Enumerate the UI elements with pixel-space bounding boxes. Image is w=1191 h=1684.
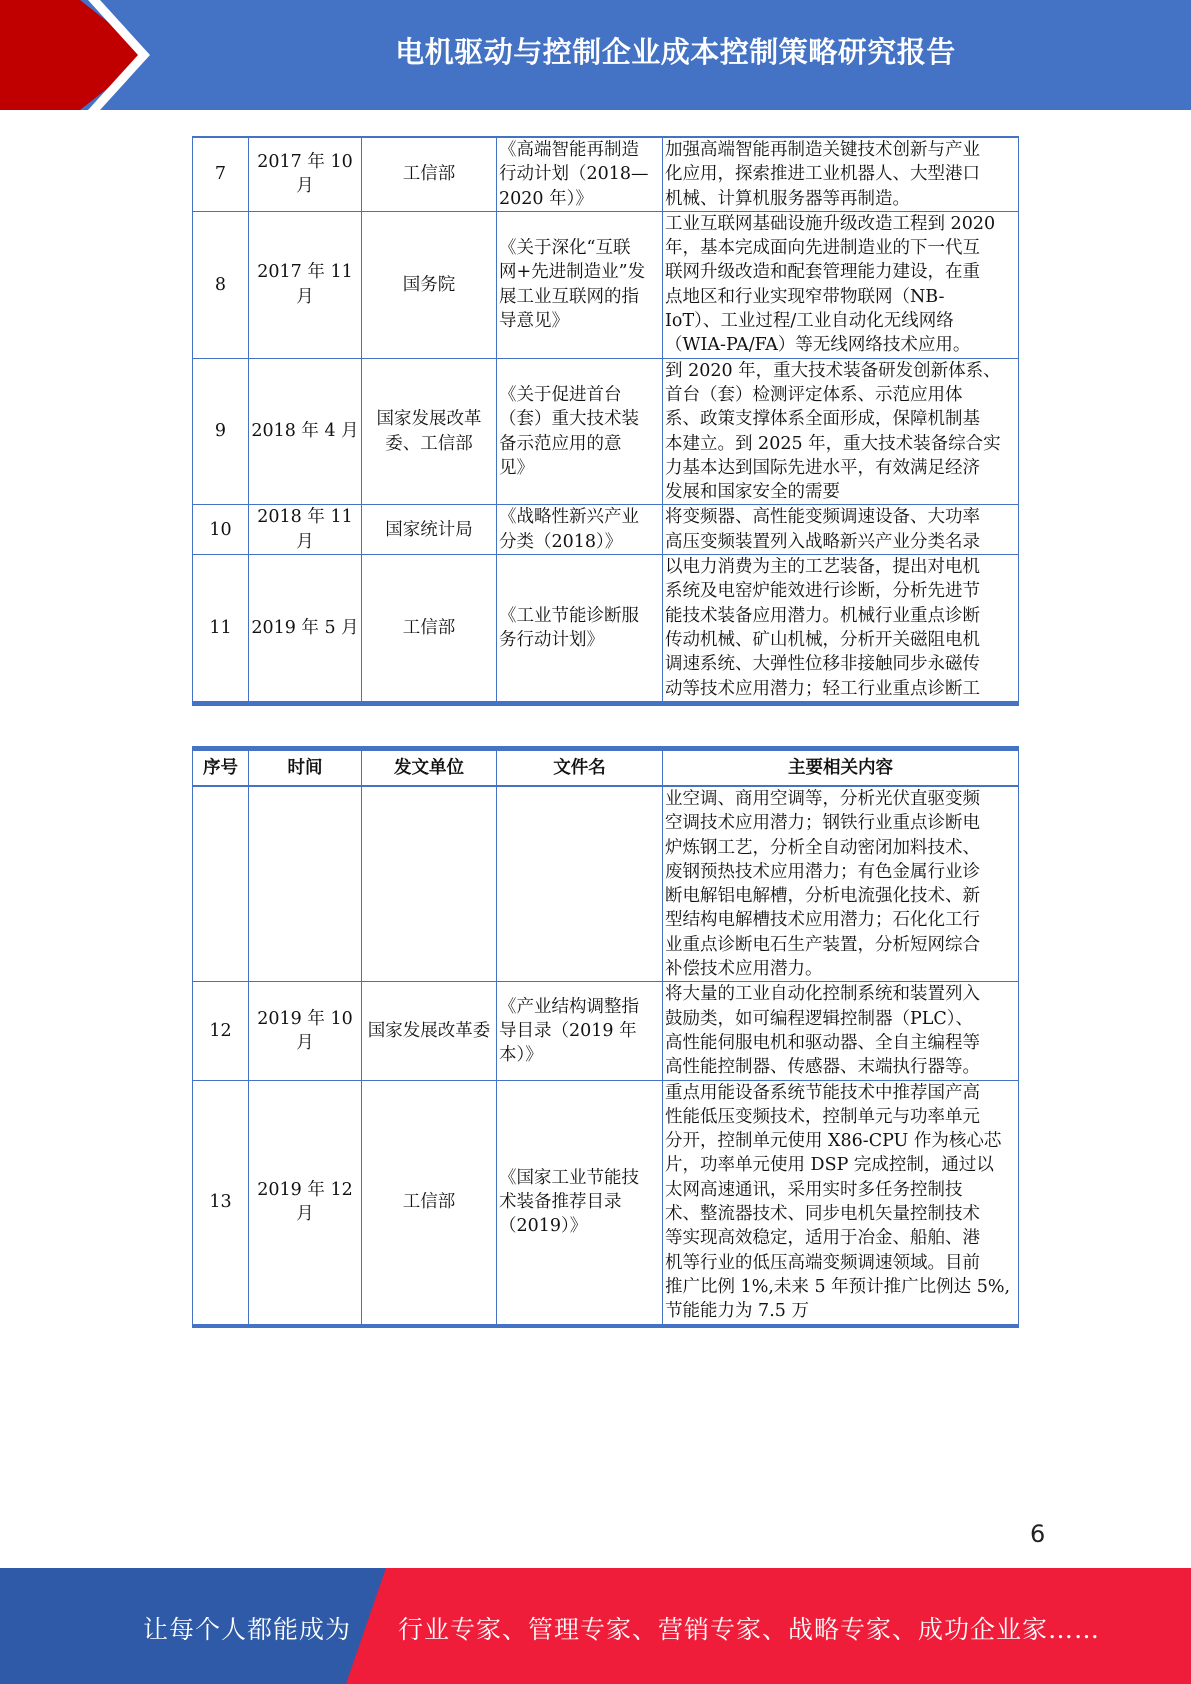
cell-content-line: 将变频器、高性能变频调速设备、大功率: [665, 507, 980, 528]
cell-no: 10: [193, 505, 249, 555]
cell-content-line: 术、整流器技术、同步电机矢量控制技术: [665, 1204, 980, 1225]
cell-org-line: 委、工信部: [385, 433, 473, 454]
cell-content-line: 系统及电窑炉能效进行诊断，分析先进节: [665, 581, 980, 602]
cell-date: 2018 年 4 月: [249, 358, 362, 505]
cell-content-line: 年，基本完成面向先进制造业的下一代互: [665, 238, 980, 259]
cell-content-line: 到 2020 年，重大技术装备研发创新体系、: [665, 360, 1001, 381]
cell-content-line: 力基本达到国际先进水平，有效满足经济: [665, 457, 980, 478]
header-date: 时间: [249, 749, 362, 787]
cell-content-line: 等实现高效稳定，适用于冶金、船舶、港: [665, 1228, 980, 1249]
cell-doc-line: 导目录（2019 年: [499, 1020, 637, 1041]
cell-content-line: 系、政策支撑体系全面形成，保障机制基: [665, 409, 980, 430]
cell-content-line: IoT）、工业过程/工业自动化无线网络: [665, 311, 954, 332]
cell-content-line: 节能能力为 7.5 万: [665, 1301, 809, 1322]
cell-content-line: 高性能控制器、传感器、末端执行器等。: [665, 1057, 980, 1078]
policy-table-part2: [192, 746, 1019, 1328]
cell-date: 2018 年 11 月: [249, 505, 362, 555]
cell-no: 12: [193, 982, 249, 1080]
cell-date: [249, 786, 362, 982]
table-row: [193, 1080, 1019, 1325]
cell-doc-line: 本）》: [499, 1045, 543, 1066]
table-row: [193, 505, 1019, 555]
cell-org: 国家发展改革委: [362, 982, 497, 1080]
cell-content: [663, 1080, 1019, 1325]
cell-no: 8: [193, 211, 249, 358]
cell-doc-line: 《高端智能再制造: [499, 140, 639, 160]
report-title: 电机驱动与控制企业成本控制策略研究报告: [395, 35, 956, 69]
cell-org: 工信部: [362, 137, 497, 211]
cell-content-line: 高压变频装置列入战略新兴产业分类名录: [665, 531, 980, 552]
table-row: [193, 555, 1019, 704]
cell-doc-line: 《产业结构调整指: [499, 996, 639, 1017]
cell-content-line: 重点用能设备系统节能技术中推荐国产高: [665, 1082, 980, 1103]
cell-date: 2019 年 5 月: [249, 555, 362, 704]
cell-content-line: 性能低压变频技术，控制单元与功率单元: [665, 1106, 980, 1127]
cell-date: 2019 年 10 月: [249, 982, 362, 1080]
cell-content-line: 空调技术应用潜力；钢铁行业重点诊断电: [665, 813, 980, 834]
cell-content-line: 本建立。到 2025 年，重大技术装备综合实: [665, 433, 1001, 454]
cell-content-line: （WIA-PA/FA）等无线网络技术应用。: [665, 335, 971, 356]
cell-no: [193, 786, 249, 982]
cell-content-line: 化应用，探索推进工业机器人、大型港口: [665, 164, 980, 185]
cell-content: [663, 211, 1019, 358]
cell-no: 13: [193, 1080, 249, 1325]
cell-content-line: 高性能伺服电机和驱动器、全自主编程等: [665, 1032, 980, 1053]
header-content: 主要相关内容: [663, 749, 1019, 787]
cell-doc-line: 《国家工业节能技: [499, 1167, 639, 1188]
cell-content-line: 动等技术应用潜力；轻工行业重点诊断工: [665, 678, 980, 699]
cell-content-line: 加强高端智能再制造关键技术创新与产业: [665, 140, 980, 160]
table-row: [193, 358, 1019, 505]
footer-slogan-left: 让每个人都能成为: [143, 1615, 352, 1644]
table-row: [193, 211, 1019, 358]
cell-content: [663, 982, 1019, 1080]
cell-doc-line: （套）重大技术装: [499, 409, 639, 430]
table-row: [193, 982, 1019, 1080]
cell-doc: [497, 982, 663, 1080]
cell-org-line: 国家发展改革: [376, 409, 482, 430]
footer-bar: [0, 1568, 1191, 1684]
cell-content-line: 机等行业的低压高端变频调速领域。目前: [665, 1252, 980, 1273]
cell-content-line: 首台（套）检测评定体系、示范应用体: [665, 384, 963, 405]
cell-content-line: 型结构电解槽技术应用潜力；石化化工行: [665, 910, 980, 931]
cell-doc: [497, 358, 663, 505]
cell-doc-line: 2020 年）》: [499, 188, 593, 209]
cell-doc-line: 务行动计划》: [499, 629, 604, 650]
cell-doc-line: 导意见》: [499, 311, 569, 332]
cell-date: 2017 年 11 月: [249, 211, 362, 358]
cell-doc: [497, 137, 663, 211]
cell-doc-line: 网+先进制造业”发: [499, 262, 646, 283]
cell-doc: [497, 786, 663, 982]
cell-doc-line: 行动计划（2018—: [499, 164, 649, 185]
cell-no: 9: [193, 358, 249, 505]
cell-content-line: 推广比例 1%,未来 5 年预计推广比例达 5%,: [665, 1276, 1011, 1297]
cell-doc-line: （2019）》: [499, 1216, 588, 1237]
cell-doc: [497, 1080, 663, 1325]
cell-content-line: 断电解铝电解槽，分析电流强化技术、新: [665, 886, 980, 907]
cell-org: 工信部: [362, 555, 497, 704]
cell-no: 7: [193, 137, 249, 211]
page-number: 6: [1030, 1520, 1046, 1548]
cell-content-line: 鼓励类，如可编程逻辑控制器（PLC）、: [665, 1008, 974, 1029]
cell-doc-line: 展工业互联网的指: [499, 286, 639, 307]
cell-doc-line: 《关于深化“互联: [499, 238, 631, 259]
cell-content-line: 传动机械、矿山机械，分析开关磁阻电机: [665, 629, 980, 650]
cell-content-line: 点地区和行业实现窄带物联网（NB-: [665, 286, 945, 307]
cell-no: 11: [193, 555, 249, 704]
cell-org: [362, 786, 497, 982]
cell-content-line: 机械、计算机服务器等再制造。: [665, 188, 910, 209]
cell-org: [362, 358, 497, 505]
cell-content-line: 炉炼钢工艺，分析全自动密闭加料技术、: [665, 837, 980, 858]
cell-content-line: 发展和国家安全的需要: [665, 482, 840, 503]
cell-content: [663, 505, 1019, 555]
cell-org: 工信部: [362, 1080, 497, 1325]
header-no: 序号: [193, 749, 249, 787]
cell-content-line: 太网高速通讯，采用实时多任务控制技: [665, 1179, 963, 1200]
cell-date: 2019 年 12 月: [249, 1080, 362, 1325]
cell-content: [663, 786, 1019, 982]
cell-doc-line: 《工业节能诊断服: [499, 605, 639, 626]
footer-slogan-right: 行业专家、管理专家、营销专家、战略专家、成功企业家……: [398, 1615, 1101, 1644]
cell-content: [663, 358, 1019, 505]
cell-content-line: 联网升级改造和配套管理能力建设，在重: [665, 262, 980, 283]
cell-doc: [497, 505, 663, 555]
cell-content: [663, 555, 1019, 704]
cell-doc-line: 分类（2018）》: [499, 531, 623, 552]
table-row: [193, 137, 1019, 211]
cell-doc-line: 术装备推荐目录: [499, 1191, 622, 1212]
cell-content-line: 以电力消费为主的工艺装备，提出对电机: [665, 557, 980, 578]
cell-content-line: 片，功率单元使用 DSP 完成控制，通过以: [665, 1155, 994, 1176]
cell-doc-line: 见》: [499, 457, 534, 478]
cell-doc-line: 《战略性新兴产业: [499, 507, 639, 528]
cell-doc-line: 《关于促进首台: [499, 384, 622, 405]
cell-content-line: 补偿技术应用潜力。: [665, 959, 823, 980]
cell-content-line: 业重点诊断电石生产装置，分析短网综合: [665, 934, 980, 955]
cell-org: 国家统计局: [362, 505, 497, 555]
cell-content-line: 能技术装备应用潜力。机械行业重点诊断: [665, 605, 980, 626]
cell-doc: [497, 555, 663, 704]
cell-org: 国务院: [362, 211, 497, 358]
header-doc: 文件名: [497, 749, 663, 787]
cell-content-line: 调速系统、大弹性位移非接触同步永磁传: [665, 654, 980, 675]
cell-date: 2017 年 10 月: [249, 137, 362, 211]
cell-doc-line: 备示范应用的意: [499, 433, 622, 454]
table-row: [193, 786, 1019, 982]
cell-content-line: 工业互联网基础设施升级改造工程到 2020: [665, 213, 996, 234]
cell-content-line: 废钢预热技术应用潜力；有色金属行业诊: [665, 861, 980, 882]
cell-doc: [497, 211, 663, 358]
policy-table-part1: [192, 136, 1019, 706]
cell-content-line: 将大量的工业自动化控制系统和装置列入: [665, 984, 980, 1005]
header-org: 发文单位: [362, 749, 497, 787]
cell-content: [663, 137, 1019, 211]
cell-content-line: 分开，控制单元使用 X86-CPU 作为核心芯: [665, 1131, 1002, 1152]
table-header-row: [193, 749, 1019, 787]
cell-content-line: 业空调、商用空调等，分析光伏直驱变频: [665, 789, 980, 809]
